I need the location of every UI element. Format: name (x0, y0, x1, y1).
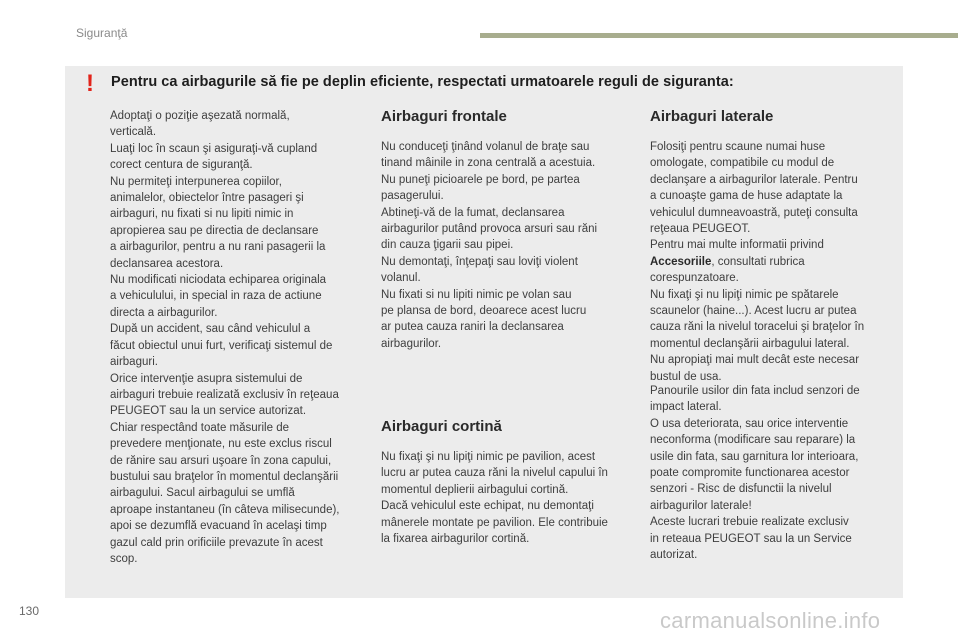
general-rules-text: Adoptaţi o poziţie aşezată normală, verticală. Luaţi loc în scaun şi asiguraţi-vă cupland corect centura de siguranţă. Nu permiteţi interpunerea copiilor, animalelor, obiectelor între pasageri şi airbaguri, nu fixati si nu lipiti nimic in apropierea sau pe directia de declansare a airbagurilor, pentru a nu rani pasagerii la declansarea acestora. Nu modificati niciodata echiparea originala a vehiculului, in special in raza de actiune directa a airbagurilor. După un accident, sau când vehiculul a făcut obiectul unui furt, verificaţi sistemul de airbaguri. Orice intervenţie asupra sistemului de airbaguri trebuie realizată exclusiv în reţeaua PEUGEOT sau la un service autorizat. Chiar respectând toate măsurile de prevedere menţionate, nu este exclus riscul de rănire sau arsuri uşoare în zona capului, bustului sau braţelor în momentul declanşării airbagului. Sacul airbagului se umflă aproape instantaneu (în câteva milisecunde), apoi se dezumflă evacuand în acelaşi timp gazul cald prin orificiile prevazute în acest scop. (110, 110, 340, 565)
general-rules-column (110, 108, 362, 567)
curtain-airbags-heading: Airbaguri cortină (381, 418, 502, 435)
frontal-airbags-text: Nu conduceţi ţinând volanul de braţe sau tinand mâinile in zona centrală a acestuia. Nu puneţi picioarele pe bord, pe partea pasagerului. Abtineţi-vă de la fumat, declansarea airbagurilor putând provoca arsuri sau răni din cauza ţigarii sau pipei. Nu demontaţi, înţepaţi sau loviţi violent volanul. Nu fixati si nu lipiti nimic pe volan sau pe plansa de bord, deoarece acest lucru ar putea cauza raniri la declansarea airbagurilor. (381, 141, 598, 350)
curtain-airbags-text: Nu fixaţi şi nu lipiţi nimic pe pavilion, acest lucru ar putea cauza răni la nivelul capului în momentul deplierii airbagului cortină. Dacă vehiculul este echipat, nu demontaţi mânerele montate pe pavilion. Ele contribuie la fixarea airbagurilor cortină. (381, 451, 608, 546)
lateral-text-part-b: , consultati rubrica corespunzatoare. Nu fixaţi şi nu lipiţi nimic pe spătarele scaunelor (haine...). Acest lucru ar putea cauza răni la nivelul toracelui şi braţelor în momentul declanşării airbagului lateral. Nu apropiaţi mai mult decât este necesar bustul de usa. (650, 255, 865, 383)
site-watermark: carmanualsonline.info (660, 608, 881, 633)
exclamation-warning-icon: ! (86, 70, 94, 97)
curtain-airbags-section (381, 418, 631, 547)
door-sensors-text: Panourile usilor din fata includ senzori de impact lateral. O usa deteriorata, sau orice interventie neconforma (modificare sau reparare) la usile din fata, sau garnitura lor interioara, poate compromite functionarea acestor senzori - Risc de disfunctii la nivelul airbagurilor laterale! Aceste lucrari trebuie realizate exclusiv in reteaua PEUGEOT sau la un Service autorizat. (650, 385, 860, 562)
door-sensors-section (650, 383, 888, 563)
frontal-airbags-section (381, 108, 631, 352)
panel-title: Pentru ca airbagurile să fie pe deplin eficiente, respectati urmatoarele reguli de siguranta: (111, 74, 734, 90)
lateral-text-part-a: Folosiţi pentru scaune numai huse omologate, compatibile cu modul de declanşare a airbagurilor laterale. Pentru a cunoaşte gama de huse adaptate la vehiculul dumneavoastră, puteţi consulta reţeaua PEUGEOT. Pentru mai multe informatii privind (650, 141, 858, 252)
lateral-airbags-heading: Airbaguri laterale (650, 108, 774, 125)
page-number: 130 (19, 604, 40, 618)
frontal-airbags-heading: Airbaguri frontale (381, 108, 507, 125)
header-accent-bar (480, 33, 958, 38)
accessories-reference: Accesoriile (650, 255, 712, 268)
lateral-airbags-section (650, 108, 888, 385)
section-label: Siguranţă (76, 26, 128, 40)
lateral-airbags-text (650, 139, 888, 385)
